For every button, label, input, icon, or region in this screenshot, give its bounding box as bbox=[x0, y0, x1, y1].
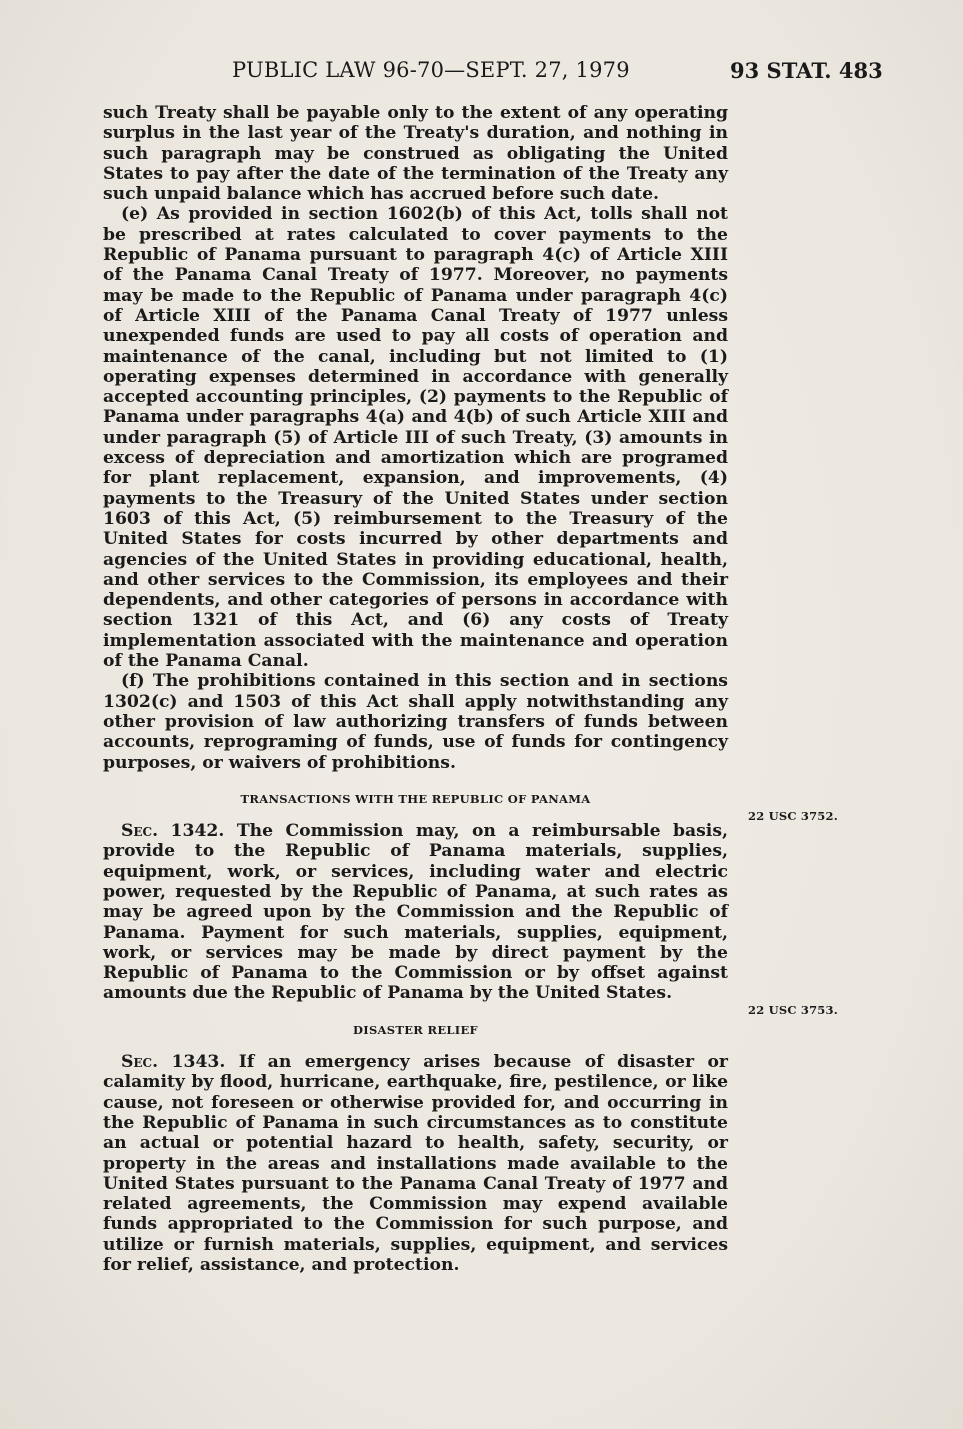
section-text: If an emergency arises because of disaster or calamity by flood, hurricane, earthquake, fire, pestilence, or like cause, not foreseen or otherwise provided for, and occurring in the Republic of Panama in such circumstances as to constitute an actual or potential hazard to health, safety, security, or property in the areas and installations made available to the United States pursuant to the Panama Canal Treaty of 1977 and related agreements, the Commission may expend available funds appropriated to the Commission for such purpose, and utilize or furnish materials, supplies, equipment, and services for relief, assistance, and protection. bbox=[103, 1052, 728, 1276]
section-1342 bbox=[103, 821, 728, 1004]
margin-note-usc-3753: 22 USC 3753. bbox=[748, 1003, 838, 1017]
running-head: PUBLIC LAW 96-70—SEPT. 27, 1979 bbox=[232, 58, 630, 82]
paragraph-e: (e) As provided in section 1602(b) of this Act, tolls shall not be prescribed at rates calculated to cover payments to the Republic of Panama pursuant to paragraph 4(c) of Article XIII of the Panama Canal Treaty of 1977. Moreover, no payments may be made to the Republic of Panama under paragraph 4(c) of Article XIII of the Panama Canal Treaty of 1977 unless unexpended funds are used to pay all costs of operation and maintenance of the canal, including but not limited to (1) operating expenses determined in accordance with generally accepted accounting principles, (2) payments to the Republic of Panama under paragraphs 4(a) and 4(b) of such Article XIII and under paragraph (5) of Article III of such Treaty, (3) amounts in excess of depreciation and amortization which are programed for plant replacement, expansion, and improvements, (4) payments to the Treasury of the United States under section 1603 of this Act, (5) reimbursement to the Treasury of the United States for costs incurred by other departments and agencies of the United States in providing educational, health, and other services to the Commission, its employees and their dependents, and other categories of persons in accordance with section 1321 of this Act, and (6) any costs of Treaty implementation associated with the maintenance and operation of the Panama Canal. bbox=[103, 204, 728, 672]
margin-note-usc-3752: 22 USC 3752. bbox=[748, 809, 838, 823]
statute-page-reference: 93 STAT. 483 bbox=[730, 58, 883, 83]
paragraph-continuation: such Treaty shall be payable only to the extent of any operating surplus in the last year of the Treaty's duration, and nothing in such paragraph may be construed as obligating the United States to pay after the date of the termination of the Treaty any such unpaid balance which has accrued before such date. bbox=[103, 103, 728, 205]
section-text: The Commission may, on a reimbursable basis, provide to the Republic of Panama materials, supplies, equipment, work, or services, including water and electric power, requested by the Republic of Panama, at such rates as may be agreed upon by the Commission and the Republic of Panama. Payment for such materials, supplies, equipment, work, or services may be made by direct payment by the Republic of Panama to the Commission or by offset against amounts due the Republic of Panama by the United States. bbox=[103, 821, 728, 1004]
section-label: Sec. 1343. bbox=[121, 1052, 226, 1073]
body-text bbox=[103, 103, 728, 1275]
section-label: Sec. 1342. bbox=[121, 821, 225, 842]
section-heading-disaster-relief: DISASTER RELIEF bbox=[353, 1022, 478, 1037]
paragraph-f: (f) The prohibitions contained in this section and in sections 1302(c) and 1503 of this Act shall apply notwithstanding any other provision of law authorizing transfers of funds between accounts, reprograming of funds, use of funds for contingency purposes, or waivers of prohibitions. bbox=[103, 671, 728, 773]
section-heading-transactions: TRANSACTIONS WITH THE REPUBLIC OF PANAMA bbox=[240, 791, 591, 806]
section-1343 bbox=[103, 1052, 728, 1275]
